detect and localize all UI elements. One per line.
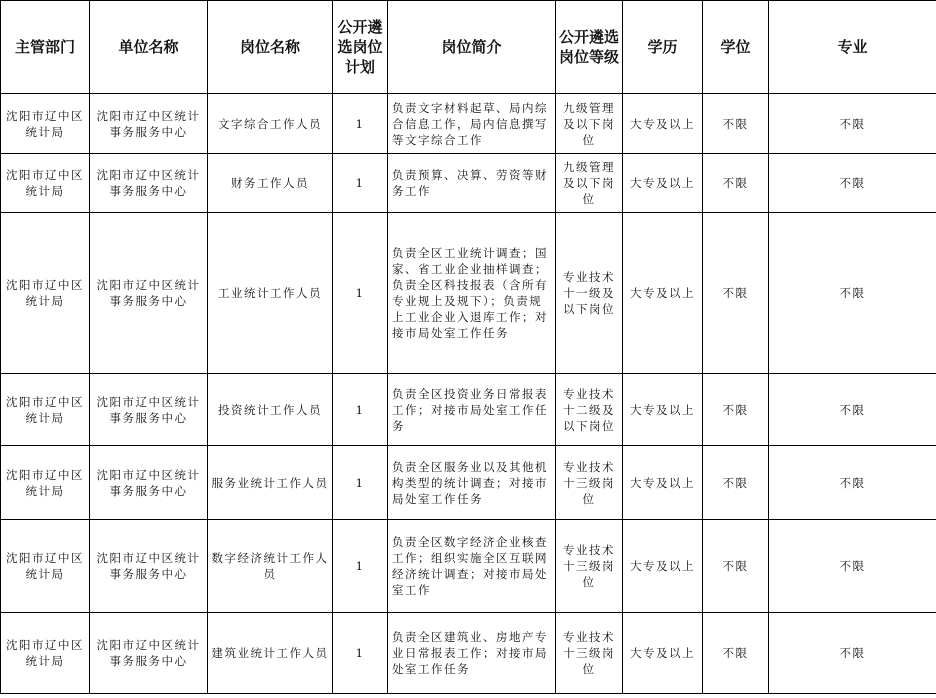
cell-desc: 负责全区投资业务日常报表工作；对接市局处室工作任务 xyxy=(388,374,556,446)
cell-education: 大专及以上 xyxy=(623,520,703,613)
cell-dept: 沈阳市辽中区统计局 xyxy=(1,154,90,213)
cell-position: 投资统计工作人员 xyxy=(208,374,333,446)
cell-position: 数字经济统计工作人员 xyxy=(208,520,333,613)
cell-plan: 1 xyxy=(333,94,388,154)
header-degree: 学位 xyxy=(703,1,769,94)
header-unit: 单位名称 xyxy=(90,1,208,94)
cell-major: 不限 xyxy=(769,520,936,613)
header-dept: 主管部门 xyxy=(1,1,90,94)
cell-desc: 负责全区工业统计调查；国家、省工业企业抽样调查；负责全区科技报表（含所有专业规上及规下）；负责规上工业企业入退库工作；对接市局处室工作任务 xyxy=(388,213,556,374)
cell-major: 不限 xyxy=(769,213,936,374)
cell-plan: 1 xyxy=(333,520,388,613)
cell-dept: 沈阳市辽中区统计局 xyxy=(1,446,90,520)
cell-degree: 不限 xyxy=(703,94,769,154)
cell-dept: 沈阳市辽中区统计局 xyxy=(1,213,90,374)
cell-degree: 不限 xyxy=(703,374,769,446)
cell-dept: 沈阳市辽中区统计局 xyxy=(1,520,90,613)
cell-grade: 九级管理及以下岗位 xyxy=(556,94,623,154)
cell-position: 文字综合工作人员 xyxy=(208,94,333,154)
cell-grade: 九级管理及以下岗位 xyxy=(556,154,623,213)
cell-position: 财务工作人员 xyxy=(208,154,333,213)
cell-dept: 沈阳市辽中区统计局 xyxy=(1,94,90,154)
cell-desc: 负责预算、决算、劳资等财务工作 xyxy=(388,154,556,213)
cell-plan: 1 xyxy=(333,613,388,694)
header-position: 岗位名称 xyxy=(208,1,333,94)
cell-grade: 专业技术十一级及以下岗位 xyxy=(556,213,623,374)
cell-plan: 1 xyxy=(333,213,388,374)
cell-degree: 不限 xyxy=(703,613,769,694)
table-row xyxy=(1,374,936,446)
cell-degree: 不限 xyxy=(703,520,769,613)
cell-degree: 不限 xyxy=(703,446,769,520)
header-education: 学历 xyxy=(623,1,703,94)
table-row xyxy=(1,446,936,520)
cell-plan: 1 xyxy=(333,446,388,520)
cell-education: 大专及以上 xyxy=(623,613,703,694)
cell-position: 建筑业统计工作人员 xyxy=(208,613,333,694)
cell-education: 大专及以上 xyxy=(623,94,703,154)
table-row xyxy=(1,613,936,694)
cell-grade: 专业技术十三级岗位 xyxy=(556,520,623,613)
cell-major: 不限 xyxy=(769,446,936,520)
header-desc: 岗位简介 xyxy=(388,1,556,94)
cell-major: 不限 xyxy=(769,154,936,213)
header-row xyxy=(1,1,936,94)
cell-desc: 负责文字材料起草、局内综合信息工作，局内信息撰写等文字综合工作 xyxy=(388,94,556,154)
cell-major: 不限 xyxy=(769,374,936,446)
table-row xyxy=(1,520,936,613)
cell-unit: 沈阳市辽中区统计事务服务中心 xyxy=(90,154,208,213)
cell-plan: 1 xyxy=(333,374,388,446)
cell-desc: 负责全区建筑业、房地产专业日常报表工作；对接市局处室工作任务 xyxy=(388,613,556,694)
table-row xyxy=(1,154,936,213)
cell-unit: 沈阳市辽中区统计事务服务中心 xyxy=(90,520,208,613)
cell-education: 大专及以上 xyxy=(623,154,703,213)
cell-education: 大专及以上 xyxy=(623,446,703,520)
cell-desc: 负责全区服务业以及其他机构类型的统计调查；对接市局处室工作任务 xyxy=(388,446,556,520)
cell-desc: 负责全区数字经济企业核查工作；组织实施全区互联网经济统计调查；对接市局处室工作 xyxy=(388,520,556,613)
table-row xyxy=(1,213,936,374)
cell-grade: 专业技术十二级及以下岗位 xyxy=(556,374,623,446)
cell-major: 不限 xyxy=(769,613,936,694)
cell-unit: 沈阳市辽中区统计事务服务中心 xyxy=(90,94,208,154)
cell-major: 不限 xyxy=(769,94,936,154)
cell-dept: 沈阳市辽中区统计局 xyxy=(1,374,90,446)
table-row xyxy=(1,94,936,154)
cell-education: 大专及以上 xyxy=(623,374,703,446)
cell-grade: 专业技术十三级岗位 xyxy=(556,613,623,694)
cell-degree: 不限 xyxy=(703,154,769,213)
cell-position: 服务业统计工作人员 xyxy=(208,446,333,520)
cell-position: 工业统计工作人员 xyxy=(208,213,333,374)
cell-education: 大专及以上 xyxy=(623,213,703,374)
cell-plan: 1 xyxy=(333,154,388,213)
cell-dept: 沈阳市辽中区统计局 xyxy=(1,613,90,694)
cell-unit: 沈阳市辽中区统计事务服务中心 xyxy=(90,446,208,520)
cell-degree: 不限 xyxy=(703,213,769,374)
cell-grade: 专业技术十三级岗位 xyxy=(556,446,623,520)
cell-unit: 沈阳市辽中区统计事务服务中心 xyxy=(90,213,208,374)
cell-unit: 沈阳市辽中区统计事务服务中心 xyxy=(90,613,208,694)
header-grade: 公开遴选岗位等级 xyxy=(556,1,623,94)
header-major: 专业 xyxy=(769,1,936,94)
header-plan: 公开遴选岗位计划 xyxy=(333,1,388,94)
cell-unit: 沈阳市辽中区统计事务服务中心 xyxy=(90,374,208,446)
